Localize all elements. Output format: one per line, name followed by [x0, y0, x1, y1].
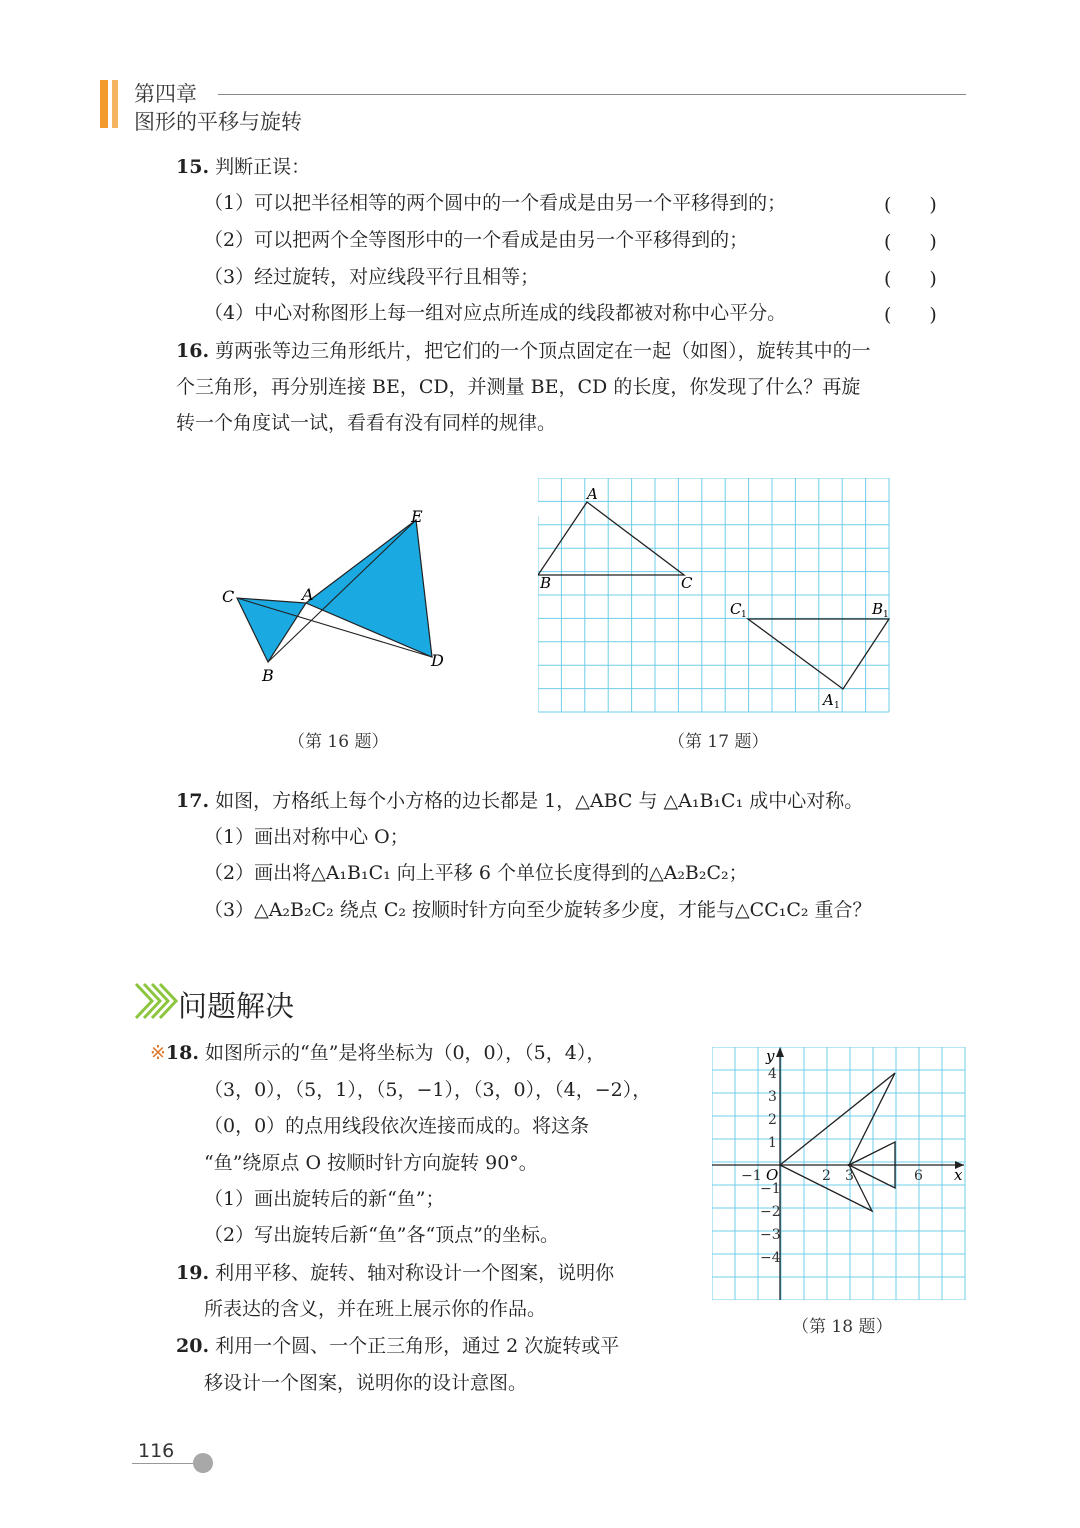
page-rule: [132, 1463, 198, 1464]
figure-16-caption: （第 16 题）: [288, 732, 389, 752]
answer-blank[interactable]: ( ): [884, 194, 937, 216]
question-20-line-2: 移设计一个图案，说明你的设计意图。: [204, 1372, 528, 1394]
question-number: 20.: [176, 1335, 210, 1357]
q17-item-2: （2）画出将△A₁B₁C₁ 向上平移 6 个单位长度得到的△A₂B₂C₂；: [204, 862, 748, 884]
question-16-line-2: 个三角形，再分别连接 BE，CD，并测量 BE，CD 的长度，你发现了什么？再旋: [176, 376, 861, 398]
q15-item-2: （2）可以把两个全等图形中的一个看成是由另一个平移得到的；: [204, 229, 749, 251]
question-text: 利用平移、旋转、轴对称设计一个图案，说明你: [215, 1262, 615, 1284]
y-axis-label: y: [766, 1047, 775, 1065]
chapter-marker-bar: [100, 80, 108, 128]
point-label-b: B: [540, 574, 552, 592]
point-label-c: C: [222, 587, 235, 606]
q17-item-1: （1）画出对称中心 O；: [204, 826, 409, 848]
x-axis-label: x: [954, 1166, 963, 1184]
question-18-line-4: “鱼”绕原点 O 按顺时针方向旋转 90°。: [204, 1152, 538, 1174]
question-15-stem: [176, 154, 310, 180]
page-number: 116: [138, 1440, 175, 1462]
point-label-c: C: [681, 574, 693, 592]
y-tick-label: 2: [768, 1112, 777, 1128]
x-tick-label: 2: [822, 1168, 831, 1184]
point-label-c1: C: [730, 600, 742, 618]
subscript: 1: [834, 701, 840, 711]
origin-label: O: [766, 1166, 779, 1184]
point-label-d: D: [431, 651, 444, 670]
triangle-abc: [538, 502, 684, 575]
chevrons-icon: [132, 980, 178, 1022]
answer-blank[interactable]: ( ): [884, 304, 937, 326]
grid-lines: [538, 478, 889, 712]
x-tick-label: 3: [845, 1168, 854, 1184]
question-number: 15.: [176, 156, 210, 178]
figure-16: [210, 495, 470, 695]
question-text: 如图，方格纸上每个小方格的边长都是 1，△ABC 与 △A₁B₁C₁ 成中心对称。: [215, 790, 864, 812]
question-19-line-2: 所表达的含义，并在班上展示你的作品。: [204, 1298, 547, 1320]
q18-item-1: （1）画出旋转后的新“鱼”；: [204, 1188, 445, 1210]
figure-18-coordinate-plane: [712, 1047, 966, 1300]
q15-item-4: （4）中心对称图形上每一组对应点所连成的线段都被对称中心平分。: [204, 302, 787, 324]
optional-mark: ※: [150, 1042, 166, 1064]
y-tick-label: −4: [760, 1250, 781, 1266]
figure-17-caption: （第 17 题）: [668, 732, 769, 752]
chapter-marker-bar-light: [112, 80, 118, 128]
question-text: 利用一个圆、一个正三角形，通过 2 次旋转或平: [215, 1335, 620, 1357]
triangle-abc: [237, 598, 306, 662]
section-title: 问题解决: [178, 989, 295, 1023]
question-17-stem: [176, 788, 863, 814]
question-16-line-3: 转一个角度试一试，看看有没有同样的规律。: [176, 412, 557, 434]
question-16-line-1: [176, 338, 871, 364]
question-number: 16.: [176, 340, 210, 362]
q17-item-3: （3）△A₂B₂C₂ 绕点 C₂ 按顺时针方向至少旋转多少度，才能与△CC₁C₂ 重合？: [204, 899, 872, 921]
question-number: 19.: [176, 1262, 210, 1284]
question-text: 剪两张等边三角形纸片，把它们的一个顶点固定在一起（如图），旋转其中的一: [215, 340, 871, 362]
figure-17: [538, 478, 892, 716]
y-tick-label: 4: [768, 1066, 777, 1082]
question-text: 判断正误：: [215, 156, 311, 178]
figure-18-caption: （第 18 题）: [792, 1317, 893, 1337]
question-text: 如图所示的“鱼”是将坐标为（0，0），（5，4），: [205, 1042, 606, 1064]
answer-blank[interactable]: ( ): [884, 231, 937, 253]
y-tick-label: 1: [768, 1135, 777, 1151]
y-tick-label: −2: [760, 1204, 781, 1220]
chapter-title: 图形的平移与旋转: [134, 110, 302, 134]
page-dot: [193, 1453, 213, 1473]
triangle-ade: [306, 520, 432, 657]
question-18-line-2: （3，0），（5，1），（5，−1），（3，0），（4，−2），: [204, 1079, 652, 1101]
question-number: 18.: [165, 1042, 199, 1064]
y-tick-label: −3: [760, 1227, 781, 1243]
question-18-line-3: （0，0）的点用线段依次连接而成的。将这条: [204, 1115, 590, 1137]
subscript: 1: [883, 610, 889, 620]
question-19-line-1: [176, 1260, 614, 1286]
chapter-number: 第四章: [134, 82, 197, 106]
header-rule: [218, 94, 966, 95]
q18-item-2: （2）写出旋转后新“鱼”各“顶点”的坐标。: [204, 1224, 559, 1246]
y-tick-label: −1: [760, 1181, 781, 1197]
y-axis-arrow-icon: [776, 1047, 784, 1057]
x-tick-label: 6: [914, 1168, 923, 1184]
question-18-line-1: [150, 1040, 605, 1066]
y-tick-label: 3: [768, 1089, 777, 1105]
point-label-a: A: [587, 485, 598, 503]
label-bg: [538, 502, 552, 516]
point-label-e: E: [411, 507, 423, 526]
question-20-line-1: [176, 1333, 619, 1359]
question-number: 17.: [176, 790, 210, 812]
subscript: 1: [741, 610, 747, 620]
x-tick-label: −1: [741, 1168, 762, 1184]
q15-item-1: （1）可以把半径相等的两个圆中的一个看成是由另一个平移得到的；: [204, 192, 787, 214]
point-label-b: B: [262, 666, 274, 685]
fish-polyline: [780, 1073, 895, 1211]
answer-blank[interactable]: ( ): [884, 268, 937, 290]
q15-item-3: （3）经过旋转，对应线段平行且相等；: [204, 266, 540, 288]
point-label-a: A: [302, 585, 314, 604]
point-label-b1: B: [872, 600, 884, 618]
point-label-a1: A: [823, 691, 834, 709]
